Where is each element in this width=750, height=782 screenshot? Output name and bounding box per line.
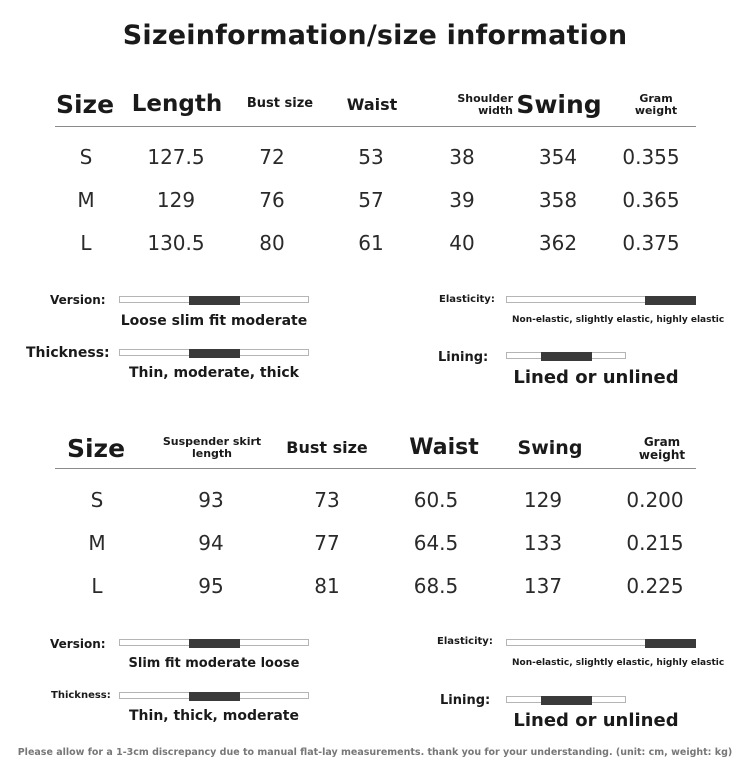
elasticity-indicator (645, 639, 696, 648)
cell-gram-weight: 0.375 (622, 231, 680, 255)
cell-suspender-skirt-length: 94 (198, 531, 224, 555)
cell-swing: 358 (538, 188, 578, 212)
cell-waist: 60.5 (413, 488, 459, 512)
lining-label: Lining: (440, 693, 491, 708)
cell-bust-size: 77 (314, 531, 340, 555)
cell-waist: 68.5 (413, 574, 459, 598)
cell-swing: 137 (523, 574, 563, 598)
header-bust-size: Bust size (246, 96, 314, 111)
thickness-label: Thickness: (51, 690, 111, 701)
header-bust-size: Bust size (286, 438, 368, 457)
elasticity-label: Elasticity: (437, 636, 493, 647)
lining-options: Lined or unlined (513, 367, 679, 388)
cell-swing: 133 (523, 531, 563, 555)
header-rule (55, 468, 696, 469)
cell-size: L (91, 574, 103, 598)
version-label: Version: (50, 637, 106, 651)
cell-size: L (80, 231, 92, 255)
header-length: Length (131, 91, 223, 117)
lining-indicator (541, 352, 592, 361)
cell-shoulder-width: 40 (449, 231, 475, 255)
elasticity-label: Elasticity: (439, 294, 495, 305)
header-suspender-skirt-length: Suspender skirt length (162, 435, 262, 460)
lining-label: Lining: (438, 350, 489, 365)
cell-gram-weight: 0.215 (626, 531, 684, 555)
cell-size: S (79, 145, 93, 169)
cell-gram-weight: 0.225 (626, 574, 684, 598)
thickness-options: Thin, thick, moderate (129, 708, 299, 724)
cell-waist: 61 (358, 231, 384, 255)
lining-scale (506, 352, 626, 359)
cell-swing: 129 (523, 488, 563, 512)
cell-bust-size: 72 (259, 145, 285, 169)
cell-length: 130.5 (147, 231, 205, 255)
header-size: Size (55, 90, 115, 119)
cell-bust-size: 76 (259, 188, 285, 212)
elasticity-options: Non-elastic, slightly elastic, highly elastic (512, 315, 725, 325)
elasticity-options: Non-elastic, slightly elastic, highly elastic (512, 658, 725, 668)
cell-shoulder-width: 39 (449, 188, 475, 212)
thickness-options: Thin, moderate, thick (129, 365, 299, 381)
version-scale (119, 296, 309, 303)
elasticity-indicator (645, 296, 696, 305)
cell-waist: 57 (358, 188, 384, 212)
thickness-label: Thickness: (26, 345, 110, 361)
header-shoulder-width: Shoulder width (457, 92, 513, 117)
lining-indicator (541, 696, 592, 705)
header-swing: Swing (516, 90, 602, 119)
cell-suspender-skirt-length: 93 (198, 488, 224, 512)
elasticity-scale (506, 639, 696, 646)
thickness-indicator (189, 349, 240, 358)
version-indicator (189, 639, 240, 648)
header-size: Size (66, 434, 126, 463)
cell-length: 129 (156, 188, 196, 212)
cell-waist: 53 (358, 145, 384, 169)
version-options: Slim fit moderate loose (128, 656, 300, 671)
cell-size: M (88, 531, 106, 555)
version-indicator (189, 296, 240, 305)
thickness-scale (119, 349, 309, 356)
measurement-disclaimer: Please allow for a 1-3cm discrepancy due to manual flat-lay measurements. thank you for your understanding. (unit: cm, weight: kg) (17, 747, 733, 758)
version-scale (119, 639, 309, 646)
header-gram-weight: Gram weight (634, 92, 678, 117)
page-title: Sizeinformation/size information (122, 20, 628, 51)
cell-gram-weight: 0.200 (626, 488, 684, 512)
cell-gram-weight: 0.355 (622, 145, 680, 169)
thickness-indicator (189, 692, 240, 701)
version-label: Version: (50, 293, 106, 307)
cell-swing: 354 (538, 145, 578, 169)
thickness-scale (119, 692, 309, 699)
header-waist: Waist (409, 435, 479, 460)
cell-waist: 64.5 (413, 531, 459, 555)
cell-size: M (77, 188, 95, 212)
cell-gram-weight: 0.365 (622, 188, 680, 212)
header-gram-weight: Gram weight (638, 435, 686, 462)
version-options: Loose slim fit moderate (120, 313, 308, 329)
cell-size: S (90, 488, 104, 512)
lining-options: Lined or unlined (513, 710, 679, 731)
cell-bust-size: 73 (314, 488, 340, 512)
header-swing: Swing (517, 437, 583, 459)
header-rule (55, 126, 696, 127)
lining-scale (506, 696, 626, 703)
cell-bust-size: 80 (259, 231, 285, 255)
cell-bust-size: 81 (314, 574, 340, 598)
header-waist: Waist (346, 95, 398, 114)
cell-suspender-skirt-length: 95 (198, 574, 224, 598)
elasticity-scale (506, 296, 696, 303)
cell-swing: 362 (538, 231, 578, 255)
cell-shoulder-width: 38 (449, 145, 475, 169)
cell-length: 127.5 (147, 145, 205, 169)
